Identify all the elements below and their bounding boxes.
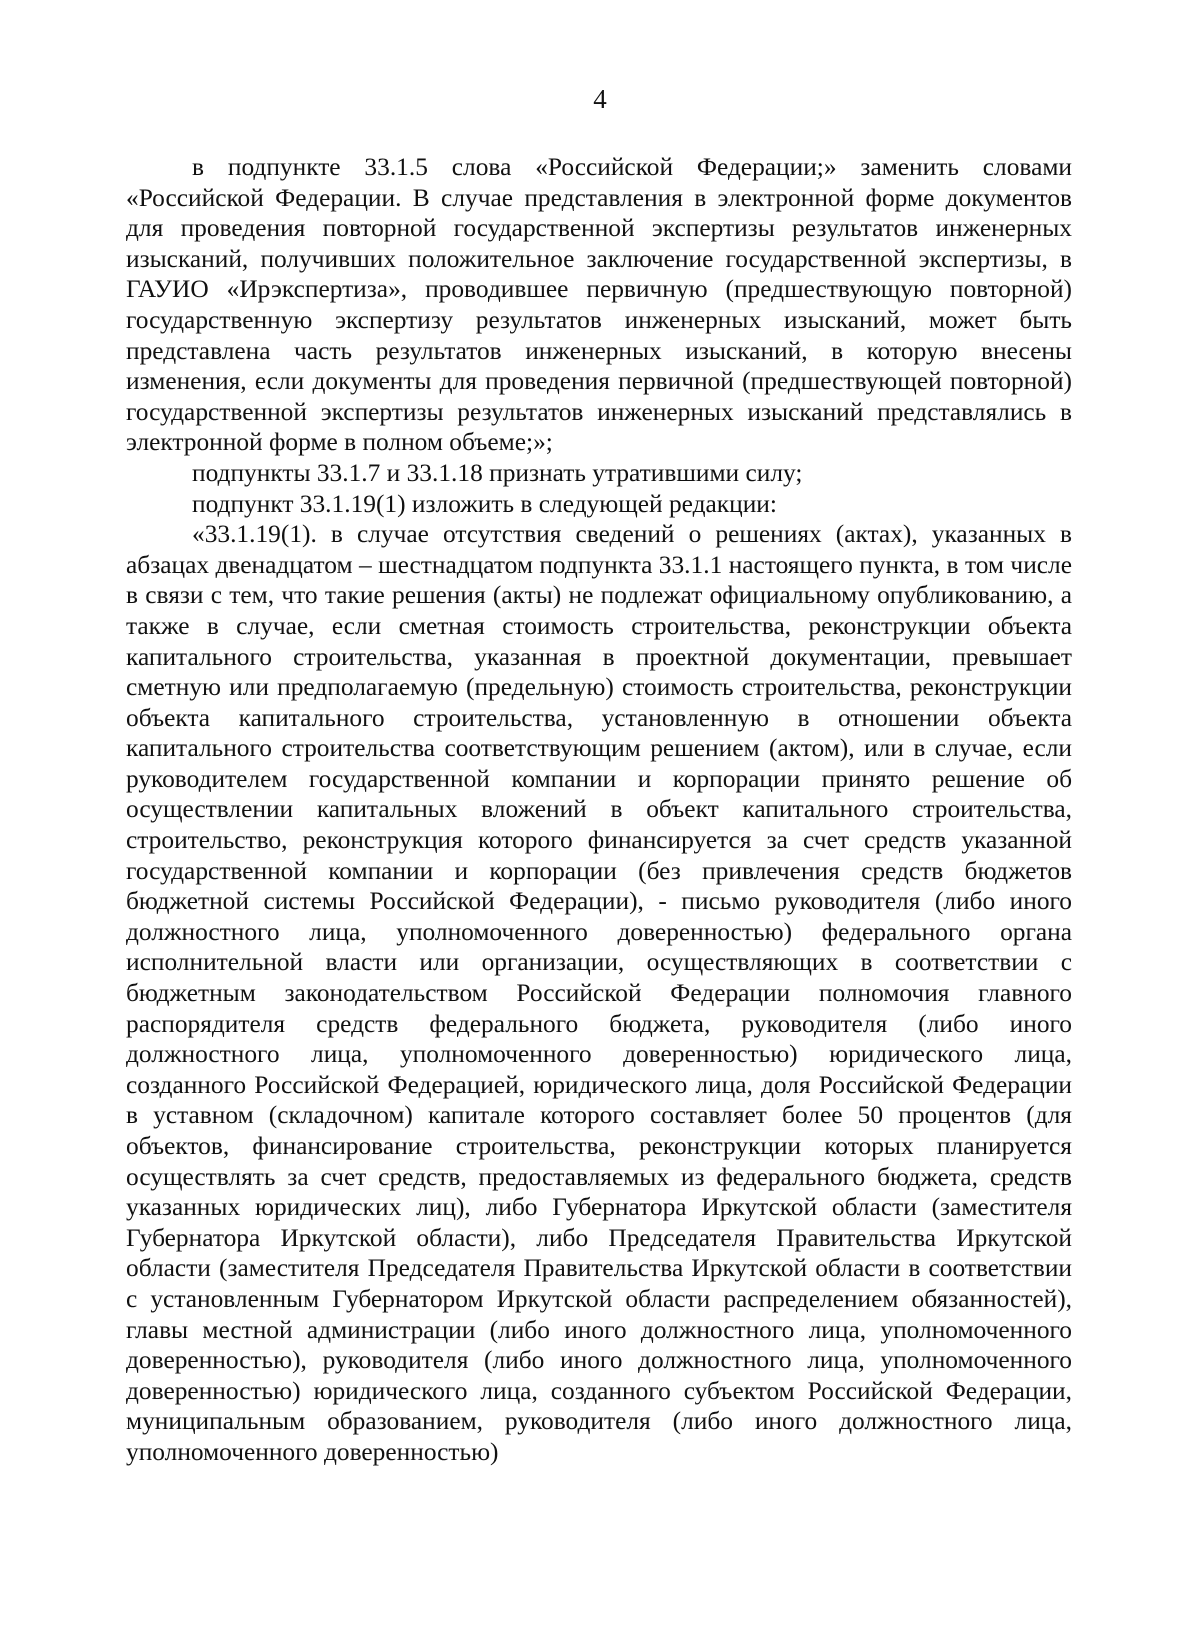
paragraph-new-wording-intro: подпункт 33.1.19(1) изложить в следующей редакции:	[192, 489, 777, 518]
page-number: 4	[593, 84, 607, 114]
paragraph-subpoint-33-1-5: в подпункте 33.1.5 слова «Российской Федерации;» заменить словами «Российской Федерации. В случае представления в электронной форме документов для проведения повторной государственной экспертизы результатов инженерных изысканий, получивших положительное заключение государственной экспертизы, в ГАУИО «Ирэкспертиза», проводившее первичную (предшествующую повторной) государственную экспертизу результатов инженерных изысканий, может быть представлена часть результатов инженерных изысканий, в которую внесены изменения, если документы для проведения первичной (предшествующей повторной) государственной экспертизы результатов инженерных изысканий представлялись в электронной форме в полном объеме;»;	[126, 153, 1072, 457]
paragraph-subpoints-repealed: подпункты 33.1.7 и 33.1.18 признать утратившими силу;	[192, 458, 803, 487]
paragraph-subpoint-33-1-19-1: «33.1.19(1). в случае отсутствия сведений о решениях (актах), указанных в абзацах двенадцатом – шестнадцатом подпункта 33.1.1 настоящего пункта, в том числе в связи с тем, что такие решения (акты) не подлежат официальному опубликованию, а также в случае, если сметная стоимость строительства, реконструкции объекта капитального строительства, указанная в проектной документации, превышает сметную или предполагаемую (предельную) стоимость строительства, реконструкции объекта капитального строительства, установленную в отношении объекта капитального строительства соответствующим решением (актом), или в случае, если руководителем государственной компании и корпорации принято решение об осуществлении капитальных вложений в объект капитального строительства, строительство, реконструкция которого финансируется за счет средств указанной государственной компании и корпорации (без привлечения средств бюджетов бюджетной системы Российской Федерации), - письмо руководителя (либо иного должностного лица, уполномоченного доверенностью) федерального органа исполнительной власти или организации, осуществляющих в соответствии с бюджетным законодательством Российской Федерации полномочия главного распорядителя средств федерального бюджета, руководителя (либо иного должностного лица, уполномоченного доверенностью) юридического лица, созданного Российской Федерацией, юридического лица, доля Российской Федерации в уставном (складочном) капитале которого составляет более 50 процентов (для объектов, финансирование строительства, реконструкции которых планируется осуществлять за счет средств, предоставляемых из федерального бюджета, средств указанных юридических лиц), либо Губернатора Иркутской области (заместителя Губернатора Иркутской области), либо Председателя Правительства Иркутской области (заместителя Председателя Правительства Иркутской области в соответствии с установленным Губернатором Иркутской области распределением обязанностей), главы местной администрации (либо иного должностного лица, уполномоченного доверенностью), руководителя (либо иного должностного лица, уполномоченного доверенностью) юридического лица, созданного субъектом Российской Федерации, муниципальным образованием, руководителя (либо иного должностного лица, уполномоченного доверенностью)	[126, 520, 1072, 1466]
document-body	[126, 152, 1072, 1468]
